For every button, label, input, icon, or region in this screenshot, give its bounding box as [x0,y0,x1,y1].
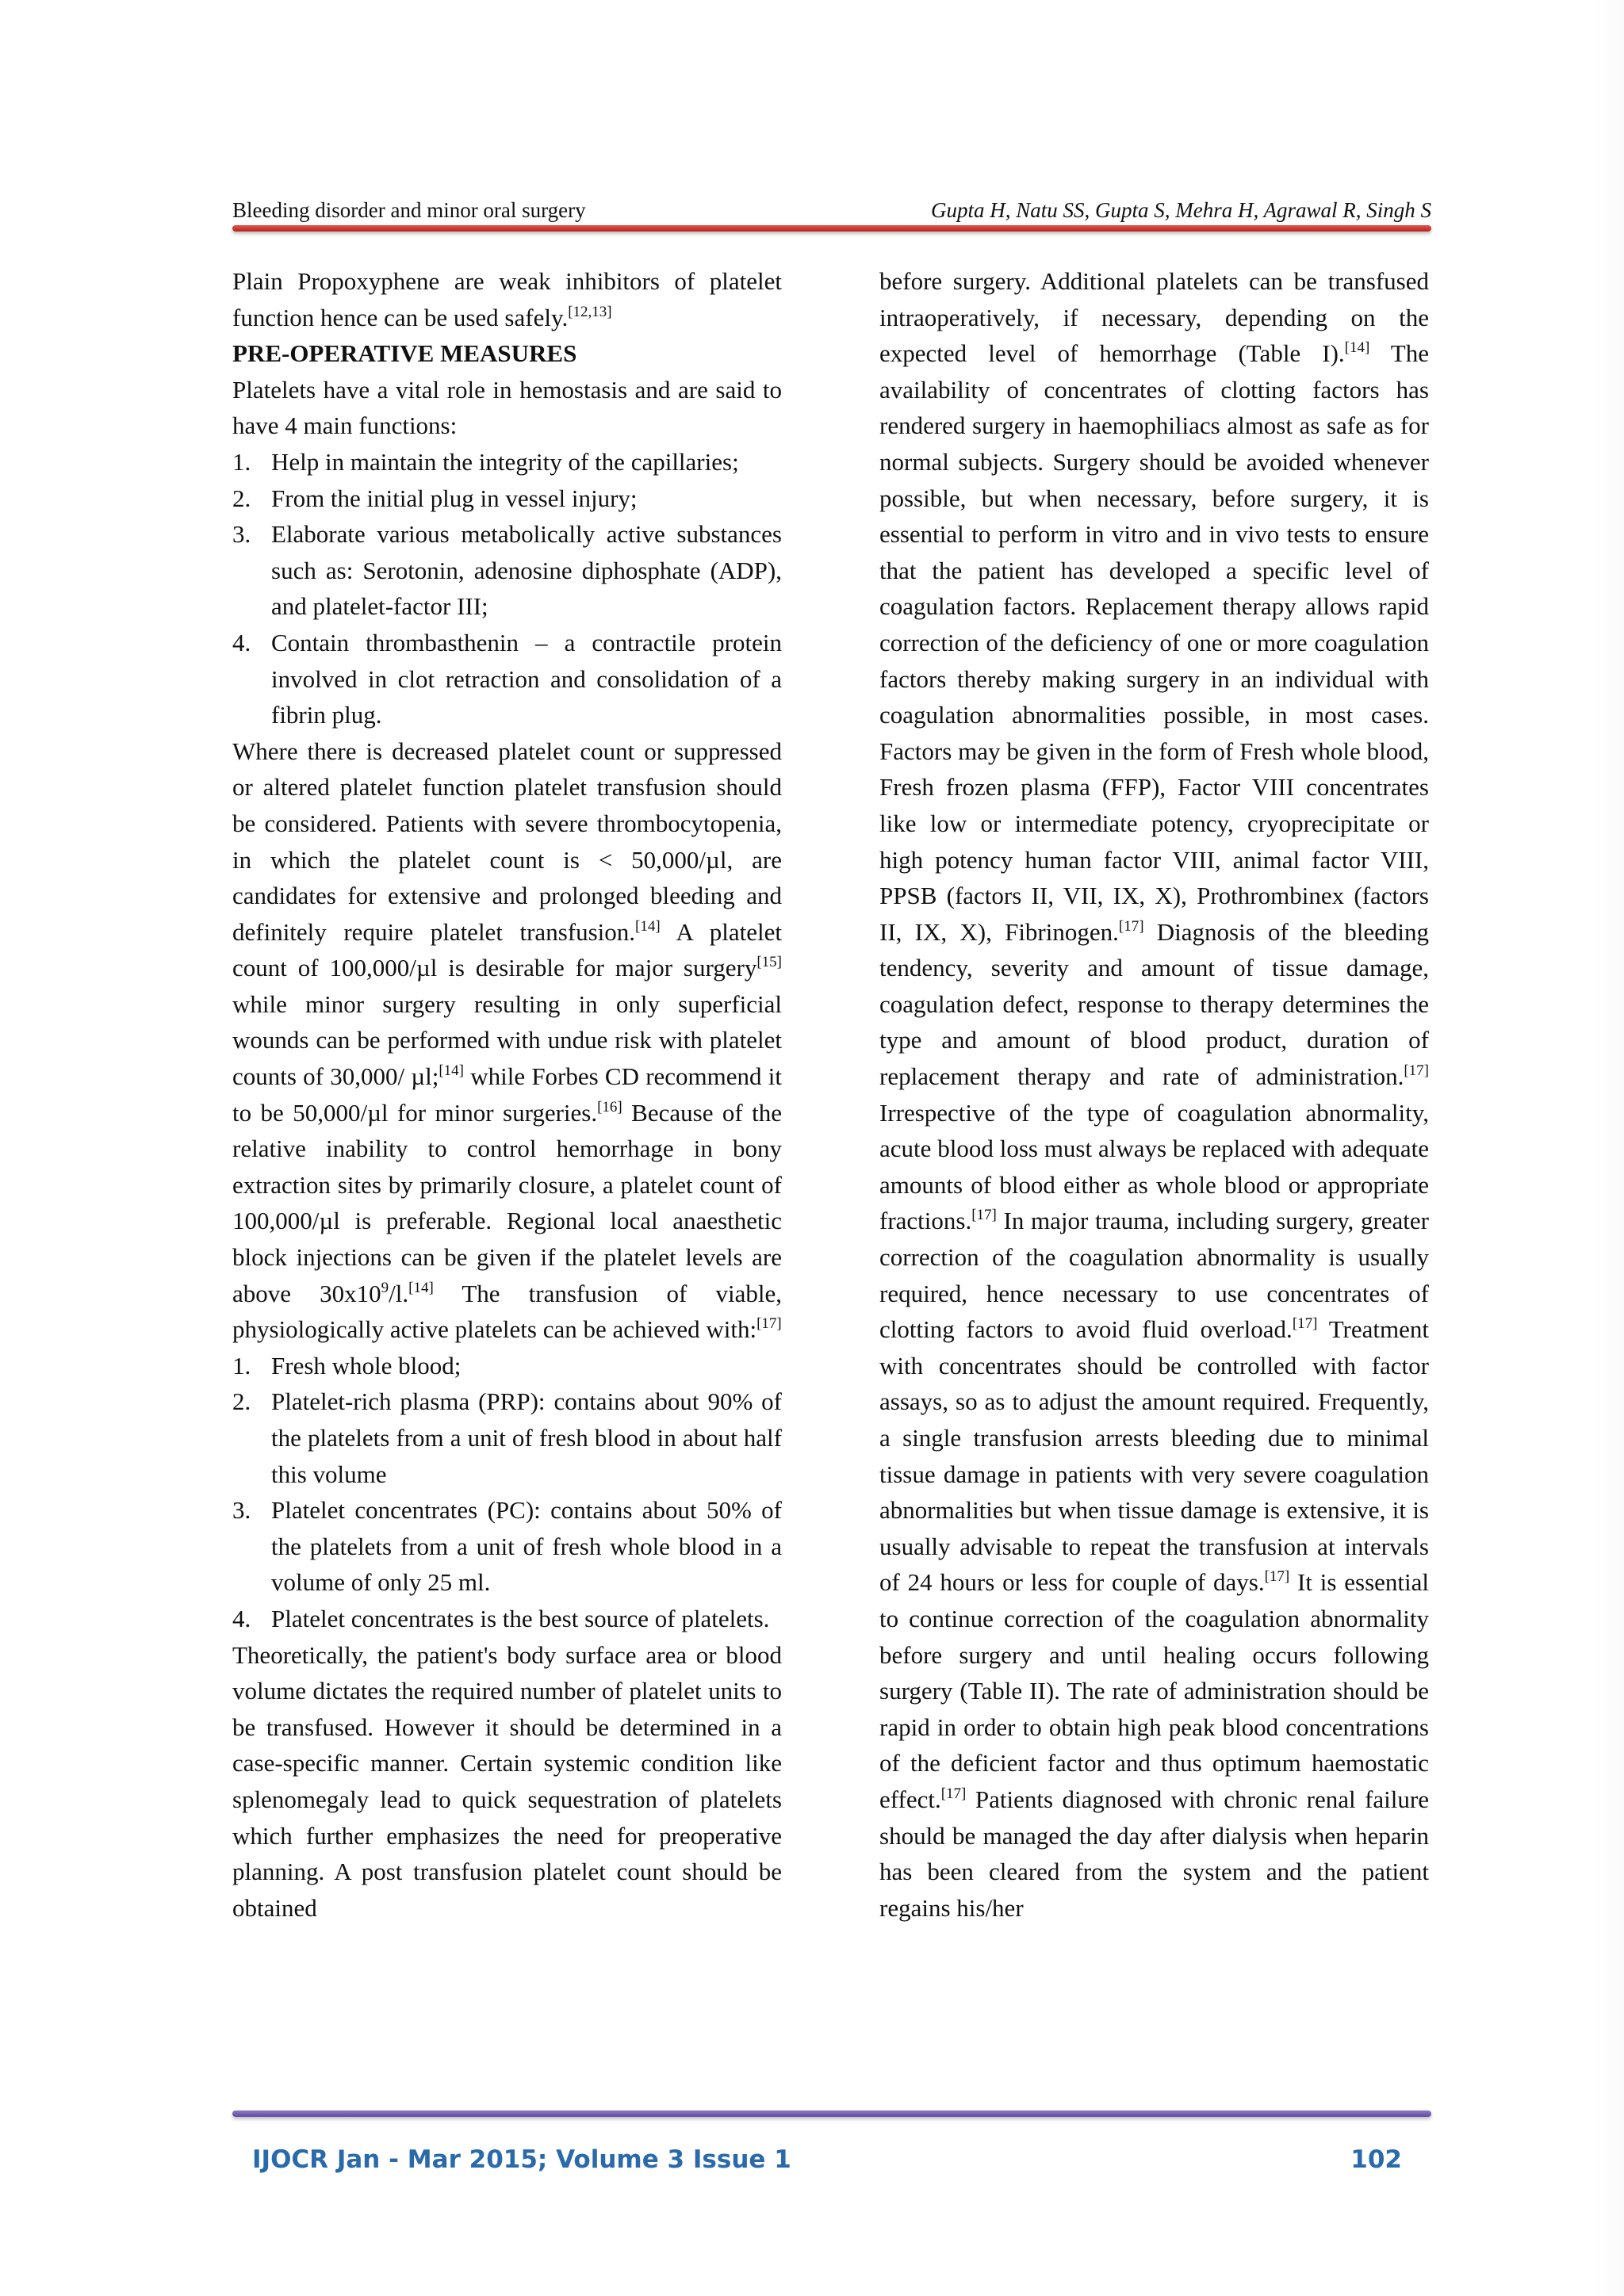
citation: [12,13] [568,303,612,320]
list-number: 1. [232,1351,251,1380]
citation: [15] [756,954,782,971]
paragraph [232,733,782,1348]
list-text: Platelet concentrates is the best source of platelets. [271,1604,770,1632]
list-item [232,444,782,480]
citation: [16] [597,1098,622,1115]
paragraph [232,263,782,335]
paragraph-text: Patients diagnosed with chronic renal failure should be managed the day after dialysis when heparin has been cleared from the system and the patient regains his/her [879,1785,1429,1922]
list-item [232,625,782,733]
page-edge-shadow [1592,0,1624,2296]
list-text: From the initial plug in vessel injury; [271,484,638,512]
paragraph-text: The availability of concentrates of clotting factors has rendered surgery in haemophiliacs almost as safe as for normal subjects. Surgery should be avoided whenever possible, but when necessary, before surgery, it is essential to perform in vitro and in vivo tests to ensure that the patient has developed a specific level of coagulation factors. Replacement therapy allows rapid correction of the deficiency of one or more coagulation factors thereby making surgery in an individual with coagulation abnormalities possible, in most cases. Factors may be given in the form of Fresh whole blood, Fresh frozen plasma (FFP), Factor VIII concentrates like low or intermediate potency, cryoprecipitate or high potency human factor VIII, animal factor VIII, PPSB (factors II, VII, IX, X), Prothrombinex (factors II, IX, X), Fibrinogen. [879,339,1429,946]
journal-citation: IJOCR Jan - Mar 2015; Volume 3 Issue 1 [252,2145,791,2174]
list-text: Platelet-rich plasma (PRP): contains about 90% of the platelets from a unit of fresh blood in about half this volume [271,1387,782,1488]
list-number: 1. [232,447,251,476]
citation: [14] [635,917,661,935]
page-number: 102 [1350,2145,1402,2174]
citation: [17] [1118,917,1144,935]
paragraph-text: Irrespective of the type of coagulation abnormality, acute blood loss must always be replaced with adequate amounts of blood either as whole blood or appropriate fractions. [879,1098,1429,1235]
citation: [17] [756,1315,782,1333]
paragraph-text: The transfusion of viable, physiologically active platelets can be achieved with: [232,1279,782,1344]
paragraph-text: Diagnosis of the bleeding tendency, severity and amount of tissue damage, coagulation defect, response to therapy determines the type and amount of blood product, duration of replacement therapy and rate of administration. [879,917,1429,1091]
list-number: 3. [232,520,251,549]
paragraph-text: Treatment with concentrates should be controlled with factor assays, so as to adjust the amount required. Frequently, a single transfusion arrests bleeding due to minimal tissue damage in patients with very severe coagulation abnormalities but when tissue damage is extensive, it is usually advisable to repeat the transfusion at intervals of 24 hours or less for couple of days. [879,1315,1429,1597]
list-item [232,516,782,625]
exponent: 9 [381,1279,389,1296]
list-item [232,480,782,517]
paragraph-text: before surgery. Additional platelets can be transfused intraoperatively, if necessary, depending on the expected level of hemorrhage (Table I). [879,267,1429,368]
list-text: Help in maintain the integrity of the capillaries; [271,447,739,476]
section-heading: PRE-OPERATIVE MEASURES [232,339,577,368]
citation: [14] [439,1062,465,1080]
list-number: 3. [232,1496,251,1525]
list-number: 4. [232,1604,251,1632]
list-item [232,1348,782,1384]
list-number: 2. [232,1387,251,1416]
footer-rule [232,2110,1431,2117]
paragraph-text: /l. [389,1279,409,1307]
list-item [232,1492,782,1601]
list-number: 2. [232,484,251,512]
paragraph-text: while Forbes CD recommend it to be 50,000/µl for minor surgeries. [232,1062,782,1127]
citation: [17] [1264,1568,1290,1586]
header-title: Bleeding disorder and minor oral surgery [232,198,586,222]
citation: [14] [408,1279,434,1296]
list-text: Platelet concentrates (PC): contains about 50% of the platelets from a unit of fresh whole blood in a volume of only 25 ml. [271,1496,782,1597]
list-number: 4. [232,628,251,656]
paragraph-text: Because of the relative inability to control hemorrhage in bony extraction sites by primarily closure, a platelet count of 100,000/µl is preferable. Regional local anaesthetic block injections can be given if the platelet levels are above 30x10 [232,1098,782,1307]
left-column [232,263,782,1926]
list-text: Elaborate various metabolically active substances such as: Serotonin, adenosine diphosphate (ADP), and platelet-factor III; [271,520,782,621]
platelet-functions-list [232,444,782,733]
paragraph-text: A platelet count of 100,000/µl is desirable for major surgery [232,917,782,982]
paragraph: Theoretically, the patient's body surface area or blood volume dictates the required number of platelet units to be transfused. However it should be determined in a case-specific manner. Certain systemic condition like splenomegaly lead to quick sequestration of platelets which further emphasizes the need for preoperative planning. A post transfusion platelet count should be obtained [232,1640,782,1922]
page-footer [252,2145,1402,2183]
paragraph: Platelets have a vital role in hemostasis and are said to have 4 main functions: [232,375,782,440]
paragraph-text: In major trauma, including surgery, greater correction of the coagulation abnormality is usually required, hence necessary to use concentrates of clotting factors to avoid fluid overload. [879,1207,1429,1344]
citation: [17] [1404,1062,1429,1080]
list-item [232,1383,782,1492]
right-column [879,263,1429,1926]
running-header [232,193,1431,225]
platelet-sources-list [232,1348,782,1637]
list-text: Contain thrombasthenin – a contractile protein involved in clot retraction and consolidation of a fibrin plug. [271,628,782,729]
paragraph-text: while minor surgery resulting in only superficial wounds can be performed with undue risk with platelet counts of 30,000/ µl; [232,989,782,1091]
citation: [17] [971,1207,997,1224]
paragraph [879,263,1429,1926]
list-item [232,1601,782,1637]
citation: [14] [1344,339,1370,357]
citation: [17] [940,1785,967,1802]
citation: [17] [1292,1315,1318,1333]
paragraph-text: Where there is decreased platelet count or suppressed or altered platelet function platelet transfusion should be considered. Patients with severe thrombocytopenia, in which the platelet count is < 50,000/µl, are candidates for extensive and prolonged bleeding and definitely require platelet transfusion. [232,737,782,946]
header-rule [232,225,1431,232]
paragraph-text: It is essential to continue correction of the coagulation abnormality before surgery and until healing occurs following surgery (Table II). The rate of administration should be rapid in order to obtain high peak blood concentrations of the deficient factor and thus optimum haemostatic effect. [879,1568,1429,1813]
list-text: Fresh whole blood; [271,1351,462,1380]
header-authors: Gupta H, Natu SS, Gupta S, Mehra H, Agrawal R, Singh S [930,198,1431,222]
paragraph-text: Plain Propoxyphene are weak inhibitors of platelet function hence can be used safely. [232,267,782,331]
